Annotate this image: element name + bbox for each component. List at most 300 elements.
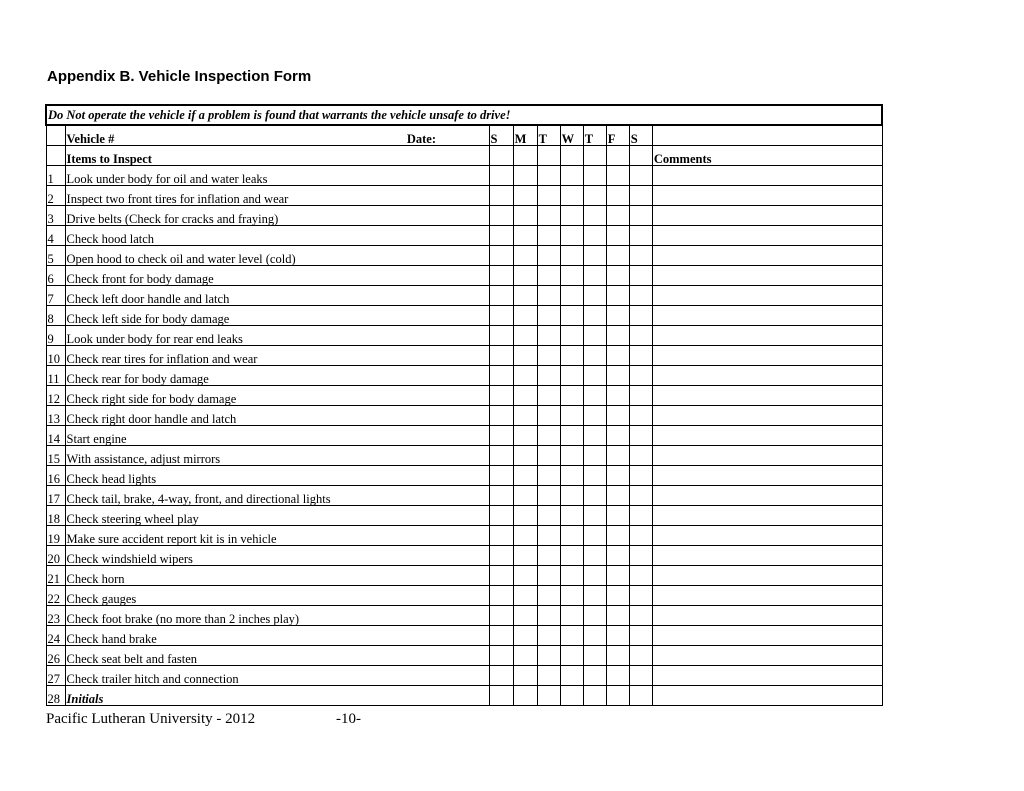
check-cell-wednesday[interactable] bbox=[560, 486, 583, 506]
check-cell-thursday[interactable] bbox=[583, 306, 606, 326]
comment-cell[interactable] bbox=[652, 266, 882, 286]
check-cell-wednesday[interactable] bbox=[560, 586, 583, 606]
check-cell-saturday[interactable] bbox=[629, 446, 652, 466]
comment-cell[interactable] bbox=[652, 426, 882, 446]
check-cell-tuesday[interactable] bbox=[537, 306, 560, 326]
check-cell-monday[interactable] bbox=[513, 546, 537, 566]
check-cell-wednesday[interactable] bbox=[560, 566, 583, 586]
table-row bbox=[46, 566, 882, 586]
check-cell-monday[interactable] bbox=[513, 506, 537, 526]
check-cell-thursday[interactable] bbox=[583, 626, 606, 646]
item-number: 19 bbox=[46, 526, 65, 546]
check-cell-thursday[interactable] bbox=[583, 606, 606, 626]
comment-cell[interactable] bbox=[652, 246, 882, 266]
check-cell-sunday[interactable] bbox=[489, 446, 513, 466]
check-cell-wednesday[interactable] bbox=[560, 326, 583, 346]
check-cell-monday[interactable] bbox=[513, 386, 537, 406]
check-cell-friday[interactable] bbox=[606, 266, 629, 286]
check-cell-saturday[interactable] bbox=[629, 266, 652, 286]
check-cell-monday[interactable] bbox=[513, 626, 537, 646]
item-text: Check tail, brake, 4-way, front, and directional lights bbox=[65, 486, 489, 506]
check-cell-saturday[interactable] bbox=[629, 486, 652, 506]
check-cell-saturday[interactable] bbox=[629, 566, 652, 586]
item-text: Check foot brake (no more than 2 inches play) bbox=[65, 606, 489, 626]
check-cell-tuesday[interactable] bbox=[537, 366, 560, 386]
check-cell-thursday[interactable] bbox=[583, 286, 606, 306]
check-cell-sunday[interactable] bbox=[489, 166, 513, 186]
check-cell-monday[interactable] bbox=[513, 186, 537, 206]
check-cell-saturday[interactable] bbox=[629, 286, 652, 306]
comment-cell[interactable] bbox=[652, 366, 882, 386]
check-cell-sunday[interactable] bbox=[489, 326, 513, 346]
check-cell-thursday[interactable] bbox=[583, 506, 606, 526]
check-cell-tuesday[interactable] bbox=[537, 546, 560, 566]
check-cell-sunday[interactable] bbox=[489, 226, 513, 246]
item-text: Initials bbox=[65, 686, 489, 706]
check-cell-monday[interactable] bbox=[513, 366, 537, 386]
table-row bbox=[46, 506, 882, 526]
check-cell-monday[interactable] bbox=[513, 346, 537, 366]
check-cell-monday[interactable] bbox=[513, 446, 537, 466]
check-cell-tuesday[interactable] bbox=[537, 386, 560, 406]
check-cell-monday[interactable] bbox=[513, 226, 537, 246]
check-cell-friday[interactable] bbox=[606, 406, 629, 426]
item-text: Check rear for body damage bbox=[65, 366, 489, 386]
check-cell-wednesday[interactable] bbox=[560, 546, 583, 566]
table-row bbox=[46, 186, 882, 206]
table-row bbox=[46, 686, 882, 706]
item-number: 18 bbox=[46, 506, 65, 526]
comment-cell[interactable] bbox=[652, 386, 882, 406]
check-cell-sunday[interactable] bbox=[489, 266, 513, 286]
check-cell-tuesday[interactable] bbox=[537, 246, 560, 266]
check-cell-thursday[interactable] bbox=[583, 486, 606, 506]
item-text: Check right door handle and latch bbox=[65, 406, 489, 426]
check-cell-thursday[interactable] bbox=[583, 266, 606, 286]
item-text: Check left door handle and latch bbox=[65, 286, 489, 306]
item-number: 12 bbox=[46, 386, 65, 406]
check-cell-saturday[interactable] bbox=[629, 326, 652, 346]
check-cell-sunday[interactable] bbox=[489, 466, 513, 486]
check-cell-friday[interactable] bbox=[606, 646, 629, 666]
item-text: Check trailer hitch and connection bbox=[65, 666, 489, 686]
check-cell-tuesday[interactable] bbox=[537, 606, 560, 626]
day-saturday: S bbox=[629, 125, 652, 146]
check-cell-monday[interactable] bbox=[513, 266, 537, 286]
check-cell-tuesday[interactable] bbox=[537, 186, 560, 206]
check-cell-thursday[interactable] bbox=[583, 646, 606, 666]
check-cell-wednesday[interactable] bbox=[560, 686, 583, 706]
check-cell-tuesday[interactable] bbox=[537, 566, 560, 586]
check-cell-friday[interactable] bbox=[606, 246, 629, 266]
check-cell-tuesday[interactable] bbox=[537, 586, 560, 606]
check-cell-monday[interactable] bbox=[513, 246, 537, 266]
check-cell-thursday[interactable] bbox=[583, 226, 606, 246]
item-text: With assistance, adjust mirrors bbox=[65, 446, 489, 466]
item-text: Check gauges bbox=[65, 586, 489, 606]
check-cell-friday[interactable] bbox=[606, 386, 629, 406]
item-number: 28 bbox=[46, 686, 65, 706]
check-cell-sunday[interactable] bbox=[489, 626, 513, 646]
check-cell-wednesday[interactable] bbox=[560, 666, 583, 686]
check-cell-tuesday[interactable] bbox=[537, 406, 560, 426]
check-cell-saturday[interactable] bbox=[629, 366, 652, 386]
comment-cell[interactable] bbox=[652, 566, 882, 586]
page-title: Appendix B. Vehicle Inspection Form bbox=[47, 68, 312, 85]
item-text: Check horn bbox=[65, 566, 489, 586]
check-cell-thursday[interactable] bbox=[583, 686, 606, 706]
comment-cell[interactable] bbox=[652, 306, 882, 326]
check-cell-sunday[interactable] bbox=[489, 366, 513, 386]
check-cell-sunday[interactable] bbox=[489, 246, 513, 266]
footer-organization: Pacific Lutheran University - 2012 bbox=[46, 711, 256, 727]
table-row bbox=[46, 586, 882, 606]
blank-cell bbox=[629, 146, 652, 166]
table-row bbox=[46, 646, 882, 666]
check-cell-tuesday[interactable] bbox=[537, 686, 560, 706]
check-cell-tuesday[interactable] bbox=[537, 626, 560, 646]
check-cell-thursday[interactable] bbox=[583, 326, 606, 346]
comment-cell[interactable] bbox=[652, 466, 882, 486]
check-cell-sunday[interactable] bbox=[489, 526, 513, 546]
blank-cell bbox=[560, 146, 583, 166]
comment-cell[interactable] bbox=[652, 186, 882, 206]
check-cell-wednesday[interactable] bbox=[560, 426, 583, 446]
day-wednesday: W bbox=[560, 125, 583, 146]
table-row bbox=[46, 166, 882, 186]
check-cell-wednesday[interactable] bbox=[560, 366, 583, 386]
check-cell-saturday[interactable] bbox=[629, 646, 652, 666]
table-row bbox=[46, 366, 882, 386]
comment-cell[interactable] bbox=[652, 166, 882, 186]
check-cell-sunday[interactable] bbox=[489, 406, 513, 426]
check-cell-monday[interactable] bbox=[513, 306, 537, 326]
check-cell-wednesday[interactable] bbox=[560, 246, 583, 266]
check-cell-wednesday[interactable] bbox=[560, 206, 583, 226]
check-cell-sunday[interactable] bbox=[489, 426, 513, 446]
check-cell-sunday[interactable] bbox=[489, 606, 513, 626]
day-tuesday: T bbox=[537, 125, 560, 146]
date-label: Date: bbox=[406, 131, 436, 146]
check-cell-saturday[interactable] bbox=[629, 386, 652, 406]
check-cell-tuesday[interactable] bbox=[537, 326, 560, 346]
check-cell-monday[interactable] bbox=[513, 166, 537, 186]
check-cell-saturday[interactable] bbox=[629, 346, 652, 366]
check-cell-wednesday[interactable] bbox=[560, 466, 583, 486]
check-cell-thursday[interactable] bbox=[583, 526, 606, 546]
check-cell-saturday[interactable] bbox=[629, 526, 652, 546]
check-cell-thursday[interactable] bbox=[583, 586, 606, 606]
comment-cell[interactable] bbox=[652, 686, 882, 706]
check-cell-tuesday[interactable] bbox=[537, 286, 560, 306]
check-cell-saturday[interactable] bbox=[629, 206, 652, 226]
check-cell-monday[interactable] bbox=[513, 286, 537, 306]
comment-cell[interactable] bbox=[652, 226, 882, 246]
check-cell-sunday[interactable] bbox=[489, 386, 513, 406]
check-cell-wednesday[interactable] bbox=[560, 226, 583, 246]
check-cell-friday[interactable] bbox=[606, 666, 629, 686]
check-cell-friday[interactable] bbox=[606, 466, 629, 486]
check-cell-friday[interactable] bbox=[606, 186, 629, 206]
check-cell-thursday[interactable] bbox=[583, 366, 606, 386]
item-text: Check rear tires for inflation and wear bbox=[65, 346, 489, 366]
check-cell-friday[interactable] bbox=[606, 306, 629, 326]
check-cell-sunday[interactable] bbox=[489, 206, 513, 226]
check-cell-friday[interactable] bbox=[606, 686, 629, 706]
comment-cell[interactable] bbox=[652, 666, 882, 686]
check-cell-wednesday[interactable] bbox=[560, 306, 583, 326]
blank-cell bbox=[46, 146, 65, 166]
check-cell-monday[interactable] bbox=[513, 586, 537, 606]
vehicle-number-label: Vehicle # bbox=[66, 131, 115, 146]
check-cell-tuesday[interactable] bbox=[537, 646, 560, 666]
comments-header: Comments bbox=[652, 146, 882, 166]
check-cell-thursday[interactable] bbox=[583, 346, 606, 366]
column-header-row bbox=[46, 146, 882, 166]
check-cell-tuesday[interactable] bbox=[537, 466, 560, 486]
item-number: 6 bbox=[46, 266, 65, 286]
check-cell-wednesday[interactable] bbox=[560, 646, 583, 666]
inspection-table bbox=[45, 104, 883, 706]
comment-cell[interactable] bbox=[652, 606, 882, 626]
item-number: 7 bbox=[46, 286, 65, 306]
table-row bbox=[46, 666, 882, 686]
table-row bbox=[46, 426, 882, 446]
item-number: 9 bbox=[46, 326, 65, 346]
page-number: -10- bbox=[336, 711, 361, 727]
comment-cell[interactable] bbox=[652, 206, 882, 226]
item-number: 8 bbox=[46, 306, 65, 326]
check-cell-wednesday[interactable] bbox=[560, 506, 583, 526]
comment-cell[interactable] bbox=[652, 526, 882, 546]
item-number: 2 bbox=[46, 186, 65, 206]
check-cell-wednesday[interactable] bbox=[560, 446, 583, 466]
check-cell-saturday[interactable] bbox=[629, 166, 652, 186]
item-number: 15 bbox=[46, 446, 65, 466]
check-cell-friday[interactable] bbox=[606, 366, 629, 386]
check-cell-wednesday[interactable] bbox=[560, 406, 583, 426]
table-row bbox=[46, 226, 882, 246]
check-cell-monday[interactable] bbox=[513, 666, 537, 686]
comment-cell[interactable] bbox=[652, 406, 882, 426]
check-cell-friday[interactable] bbox=[606, 486, 629, 506]
day-friday: F bbox=[606, 125, 629, 146]
table-row bbox=[46, 526, 882, 546]
check-cell-wednesday[interactable] bbox=[560, 386, 583, 406]
check-cell-saturday[interactable] bbox=[629, 466, 652, 486]
check-cell-friday[interactable] bbox=[606, 326, 629, 346]
check-cell-monday[interactable] bbox=[513, 326, 537, 346]
check-cell-thursday[interactable] bbox=[583, 446, 606, 466]
table-row bbox=[46, 546, 882, 566]
check-cell-thursday[interactable] bbox=[583, 406, 606, 426]
check-cell-monday[interactable] bbox=[513, 686, 537, 706]
check-cell-monday[interactable] bbox=[513, 426, 537, 446]
check-cell-sunday[interactable] bbox=[489, 686, 513, 706]
check-cell-tuesday[interactable] bbox=[537, 206, 560, 226]
check-cell-wednesday[interactable] bbox=[560, 186, 583, 206]
check-cell-friday[interactable] bbox=[606, 606, 629, 626]
check-cell-saturday[interactable] bbox=[629, 406, 652, 426]
comment-cell[interactable] bbox=[652, 446, 882, 466]
item-text: Start engine bbox=[65, 426, 489, 446]
check-cell-tuesday[interactable] bbox=[537, 446, 560, 466]
check-cell-wednesday[interactable] bbox=[560, 166, 583, 186]
check-cell-friday[interactable] bbox=[606, 426, 629, 446]
blank-cell bbox=[652, 125, 882, 146]
day-monday: M bbox=[513, 125, 537, 146]
check-cell-saturday[interactable] bbox=[629, 686, 652, 706]
item-text: Check hood latch bbox=[65, 226, 489, 246]
check-cell-tuesday[interactable] bbox=[537, 346, 560, 366]
check-cell-thursday[interactable] bbox=[583, 426, 606, 446]
check-cell-friday[interactable] bbox=[606, 586, 629, 606]
item-number: 22 bbox=[46, 586, 65, 606]
check-cell-monday[interactable] bbox=[513, 526, 537, 546]
item-text: Drive belts (Check for cracks and fraying) bbox=[65, 206, 489, 226]
check-cell-friday[interactable] bbox=[606, 546, 629, 566]
check-cell-tuesday[interactable] bbox=[537, 226, 560, 246]
check-cell-saturday[interactable] bbox=[629, 246, 652, 266]
check-cell-friday[interactable] bbox=[606, 446, 629, 466]
comment-cell[interactable] bbox=[652, 586, 882, 606]
check-cell-tuesday[interactable] bbox=[537, 266, 560, 286]
check-cell-thursday[interactable] bbox=[583, 466, 606, 486]
check-cell-sunday[interactable] bbox=[489, 306, 513, 326]
check-cell-friday[interactable] bbox=[606, 166, 629, 186]
table-row bbox=[46, 266, 882, 286]
blank-cell bbox=[606, 146, 629, 166]
check-cell-tuesday[interactable] bbox=[537, 426, 560, 446]
check-cell-saturday[interactable] bbox=[629, 426, 652, 446]
item-text: Check steering wheel play bbox=[65, 506, 489, 526]
check-cell-thursday[interactable] bbox=[583, 386, 606, 406]
blank-cell bbox=[46, 125, 65, 146]
check-cell-monday[interactable] bbox=[513, 486, 537, 506]
comment-cell[interactable] bbox=[652, 626, 882, 646]
comment-cell[interactable] bbox=[652, 286, 882, 306]
item-number: 3 bbox=[46, 206, 65, 226]
check-cell-friday[interactable] bbox=[606, 506, 629, 526]
item-number: 24 bbox=[46, 626, 65, 646]
table-row bbox=[46, 386, 882, 406]
check-cell-wednesday[interactable] bbox=[560, 346, 583, 366]
check-cell-thursday[interactable] bbox=[583, 666, 606, 686]
check-cell-thursday[interactable] bbox=[583, 566, 606, 586]
check-cell-monday[interactable] bbox=[513, 606, 537, 626]
item-text: Inspect two front tires for inflation and wear bbox=[65, 186, 489, 206]
check-cell-sunday[interactable] bbox=[489, 566, 513, 586]
check-cell-saturday[interactable] bbox=[629, 506, 652, 526]
comment-cell[interactable] bbox=[652, 506, 882, 526]
item-number: 16 bbox=[46, 466, 65, 486]
comment-cell[interactable] bbox=[652, 486, 882, 506]
check-cell-tuesday[interactable] bbox=[537, 526, 560, 546]
check-cell-wednesday[interactable] bbox=[560, 626, 583, 646]
check-cell-friday[interactable] bbox=[606, 626, 629, 646]
check-cell-tuesday[interactable] bbox=[537, 666, 560, 686]
check-cell-friday[interactable] bbox=[606, 226, 629, 246]
table-row bbox=[46, 626, 882, 646]
check-cell-monday[interactable] bbox=[513, 406, 537, 426]
check-cell-friday[interactable] bbox=[606, 526, 629, 546]
check-cell-monday[interactable] bbox=[513, 206, 537, 226]
check-cell-friday[interactable] bbox=[606, 286, 629, 306]
check-cell-sunday[interactable] bbox=[489, 186, 513, 206]
check-cell-sunday[interactable] bbox=[489, 506, 513, 526]
check-cell-tuesday[interactable] bbox=[537, 506, 560, 526]
check-cell-sunday[interactable] bbox=[489, 346, 513, 366]
check-cell-saturday[interactable] bbox=[629, 586, 652, 606]
table-row bbox=[46, 326, 882, 346]
check-cell-sunday[interactable] bbox=[489, 586, 513, 606]
check-cell-saturday[interactable] bbox=[629, 546, 652, 566]
item-text: Check windshield wipers bbox=[65, 546, 489, 566]
check-cell-thursday[interactable] bbox=[583, 206, 606, 226]
comment-cell[interactable] bbox=[652, 326, 882, 346]
check-cell-saturday[interactable] bbox=[629, 306, 652, 326]
check-cell-monday[interactable] bbox=[513, 646, 537, 666]
check-cell-tuesday[interactable] bbox=[537, 166, 560, 186]
comment-cell[interactable] bbox=[652, 646, 882, 666]
check-cell-saturday[interactable] bbox=[629, 626, 652, 646]
check-cell-wednesday[interactable] bbox=[560, 266, 583, 286]
item-text: Look under body for oil and water leaks bbox=[65, 166, 489, 186]
check-cell-saturday[interactable] bbox=[629, 606, 652, 626]
check-cell-monday[interactable] bbox=[513, 566, 537, 586]
comment-cell[interactable] bbox=[652, 346, 882, 366]
blank-cell bbox=[513, 146, 537, 166]
check-cell-saturday[interactable] bbox=[629, 186, 652, 206]
check-cell-friday[interactable] bbox=[606, 206, 629, 226]
check-cell-sunday[interactable] bbox=[489, 486, 513, 506]
check-cell-sunday[interactable] bbox=[489, 286, 513, 306]
check-cell-sunday[interactable] bbox=[489, 666, 513, 686]
check-cell-wednesday[interactable] bbox=[560, 286, 583, 306]
item-text: Make sure accident report kit is in vehicle bbox=[65, 526, 489, 546]
check-cell-friday[interactable] bbox=[606, 346, 629, 366]
check-cell-tuesday[interactable] bbox=[537, 486, 560, 506]
day-sunday: S bbox=[489, 125, 513, 146]
warning-row bbox=[46, 105, 882, 125]
check-cell-wednesday[interactable] bbox=[560, 526, 583, 546]
check-cell-sunday[interactable] bbox=[489, 546, 513, 566]
check-cell-thursday[interactable] bbox=[583, 166, 606, 186]
items-header: Items to Inspect bbox=[65, 146, 489, 166]
check-cell-sunday[interactable] bbox=[489, 646, 513, 666]
check-cell-saturday[interactable] bbox=[629, 666, 652, 686]
item-number: 10 bbox=[46, 346, 65, 366]
comment-cell[interactable] bbox=[652, 546, 882, 566]
table-row bbox=[46, 206, 882, 226]
item-number: 26 bbox=[46, 646, 65, 666]
table-row bbox=[46, 446, 882, 466]
item-number: 5 bbox=[46, 246, 65, 266]
blank-cell bbox=[583, 146, 606, 166]
table-row bbox=[46, 346, 882, 366]
check-cell-saturday[interactable] bbox=[629, 226, 652, 246]
check-cell-monday[interactable] bbox=[513, 466, 537, 486]
item-text: Check front for body damage bbox=[65, 266, 489, 286]
check-cell-thursday[interactable] bbox=[583, 186, 606, 206]
check-cell-thursday[interactable] bbox=[583, 246, 606, 266]
item-number: 14 bbox=[46, 426, 65, 446]
item-number: 21 bbox=[46, 566, 65, 586]
check-cell-wednesday[interactable] bbox=[560, 606, 583, 626]
item-number: 4 bbox=[46, 226, 65, 246]
check-cell-friday[interactable] bbox=[606, 566, 629, 586]
check-cell-thursday[interactable] bbox=[583, 546, 606, 566]
